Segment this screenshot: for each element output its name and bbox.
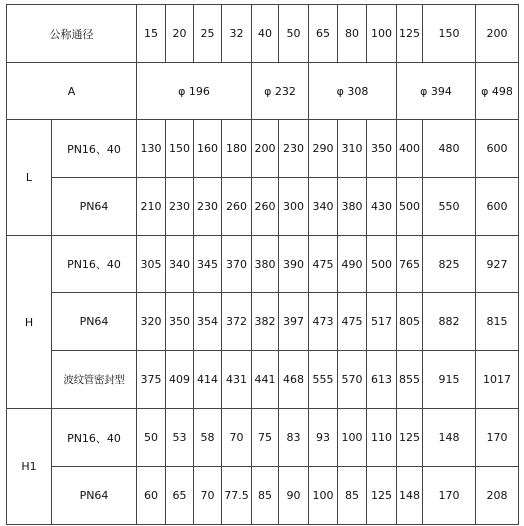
dn-cell: 200 bbox=[476, 5, 519, 63]
dn-cell: 15 bbox=[137, 5, 166, 63]
h1-label: H1 bbox=[7, 409, 52, 525]
value-cell: 400 bbox=[397, 120, 423, 178]
value-cell: 550 bbox=[423, 178, 476, 236]
a-group-cell: φ 196 bbox=[137, 63, 252, 120]
value-cell: 310 bbox=[338, 120, 367, 178]
dn-cell: 150 bbox=[423, 5, 476, 63]
value-cell: 765 bbox=[397, 236, 423, 293]
dn-cell: 125 bbox=[397, 5, 423, 63]
dn-cell: 40 bbox=[252, 5, 279, 63]
value-cell: 85 bbox=[252, 467, 279, 525]
value-cell: 70 bbox=[222, 409, 252, 467]
value-cell: 340 bbox=[166, 236, 194, 293]
row-sub-label: 波纹管密封型 bbox=[52, 351, 137, 409]
value-cell: 372 bbox=[222, 293, 252, 351]
dn-cell: 80 bbox=[338, 5, 367, 63]
value-cell: 915 bbox=[423, 351, 476, 409]
value-cell: 75 bbox=[252, 409, 279, 467]
value-cell: 475 bbox=[338, 293, 367, 351]
l-row-2 bbox=[7, 178, 519, 236]
dn-cell: 100 bbox=[367, 5, 397, 63]
dn-cell: 65 bbox=[309, 5, 338, 63]
value-cell: 70 bbox=[194, 467, 222, 525]
value-cell: 93 bbox=[309, 409, 338, 467]
value-cell: 882 bbox=[423, 293, 476, 351]
value-cell: 370 bbox=[222, 236, 252, 293]
value-cell: 85 bbox=[338, 467, 367, 525]
value-cell: 500 bbox=[367, 236, 397, 293]
value-cell: 600 bbox=[476, 178, 519, 236]
dn-cell: 20 bbox=[166, 5, 194, 63]
value-cell: 290 bbox=[309, 120, 338, 178]
value-cell: 110 bbox=[367, 409, 397, 467]
value-cell: 77.5 bbox=[222, 467, 252, 525]
value-cell: 397 bbox=[279, 293, 309, 351]
value-cell: 60 bbox=[137, 467, 166, 525]
value-cell: 570 bbox=[338, 351, 367, 409]
value-cell: 170 bbox=[423, 467, 476, 525]
value-cell: 390 bbox=[279, 236, 309, 293]
dn-cell: 50 bbox=[279, 5, 309, 63]
dn-cell: 32 bbox=[222, 5, 252, 63]
value-cell: 350 bbox=[367, 120, 397, 178]
value-cell: 125 bbox=[367, 467, 397, 525]
value-cell: 825 bbox=[423, 236, 476, 293]
value-cell: 150 bbox=[166, 120, 194, 178]
value-cell: 90 bbox=[279, 467, 309, 525]
dn-cell: 25 bbox=[194, 5, 222, 63]
value-cell: 414 bbox=[194, 351, 222, 409]
nominal-diameter-label: 公称通径 bbox=[7, 5, 137, 63]
value-cell: 180 bbox=[222, 120, 252, 178]
row-sub-label: PN64 bbox=[52, 293, 137, 351]
value-cell: 490 bbox=[338, 236, 367, 293]
value-cell: 130 bbox=[137, 120, 166, 178]
a-group-cell: φ 394 bbox=[397, 63, 476, 120]
a-group-cell: φ 308 bbox=[309, 63, 397, 120]
value-cell: 58 bbox=[194, 409, 222, 467]
value-cell: 1017 bbox=[476, 351, 519, 409]
h1-row-1 bbox=[7, 409, 519, 467]
value-cell: 473 bbox=[309, 293, 338, 351]
value-cell: 148 bbox=[423, 409, 476, 467]
value-cell: 208 bbox=[476, 467, 519, 525]
value-cell: 83 bbox=[279, 409, 309, 467]
l-label: L bbox=[7, 120, 52, 236]
value-cell: 100 bbox=[338, 409, 367, 467]
value-cell: 382 bbox=[252, 293, 279, 351]
h-row-1 bbox=[7, 236, 519, 293]
value-cell: 805 bbox=[397, 293, 423, 351]
value-cell: 613 bbox=[367, 351, 397, 409]
value-cell: 350 bbox=[166, 293, 194, 351]
value-cell: 230 bbox=[279, 120, 309, 178]
value-cell: 555 bbox=[309, 351, 338, 409]
value-cell: 50 bbox=[137, 409, 166, 467]
value-cell: 500 bbox=[397, 178, 423, 236]
value-cell: 260 bbox=[252, 178, 279, 236]
row-sub-label: PN16、40 bbox=[52, 409, 137, 467]
value-cell: 148 bbox=[397, 467, 423, 525]
a-group-cell: φ 498 bbox=[476, 63, 519, 120]
value-cell: 430 bbox=[367, 178, 397, 236]
value-cell: 354 bbox=[194, 293, 222, 351]
value-cell: 345 bbox=[194, 236, 222, 293]
value-cell: 170 bbox=[476, 409, 519, 467]
row-sub-label: PN64 bbox=[52, 178, 137, 236]
value-cell: 230 bbox=[194, 178, 222, 236]
value-cell: 815 bbox=[476, 293, 519, 351]
value-cell: 431 bbox=[222, 351, 252, 409]
value-cell: 260 bbox=[222, 178, 252, 236]
a-group-cell: φ 232 bbox=[252, 63, 309, 120]
value-cell: 65 bbox=[166, 467, 194, 525]
h-row-2 bbox=[7, 293, 519, 351]
value-cell: 927 bbox=[476, 236, 519, 293]
h1-row-2 bbox=[7, 467, 519, 525]
l-row-1 bbox=[7, 120, 519, 178]
spec-table bbox=[6, 4, 519, 525]
value-cell: 100 bbox=[309, 467, 338, 525]
value-cell: 855 bbox=[397, 351, 423, 409]
value-cell: 517 bbox=[367, 293, 397, 351]
h-label: H bbox=[7, 236, 52, 409]
value-cell: 380 bbox=[338, 178, 367, 236]
value-cell: 230 bbox=[166, 178, 194, 236]
value-cell: 409 bbox=[166, 351, 194, 409]
value-cell: 160 bbox=[194, 120, 222, 178]
value-cell: 600 bbox=[476, 120, 519, 178]
row-sub-label: PN64 bbox=[52, 467, 137, 525]
value-cell: 305 bbox=[137, 236, 166, 293]
value-cell: 53 bbox=[166, 409, 194, 467]
value-cell: 340 bbox=[309, 178, 338, 236]
row-sub-label: PN16、40 bbox=[52, 120, 137, 178]
value-cell: 125 bbox=[397, 409, 423, 467]
value-cell: 475 bbox=[309, 236, 338, 293]
value-cell: 375 bbox=[137, 351, 166, 409]
value-cell: 480 bbox=[423, 120, 476, 178]
value-cell: 468 bbox=[279, 351, 309, 409]
row-a bbox=[7, 63, 519, 120]
h-row-3 bbox=[7, 351, 519, 409]
a-label: A bbox=[7, 63, 137, 120]
value-cell: 300 bbox=[279, 178, 309, 236]
value-cell: 441 bbox=[252, 351, 279, 409]
value-cell: 200 bbox=[252, 120, 279, 178]
value-cell: 380 bbox=[252, 236, 279, 293]
header-row bbox=[7, 5, 519, 63]
value-cell: 210 bbox=[137, 178, 166, 236]
row-sub-label: PN16、40 bbox=[52, 236, 137, 293]
value-cell: 320 bbox=[137, 293, 166, 351]
